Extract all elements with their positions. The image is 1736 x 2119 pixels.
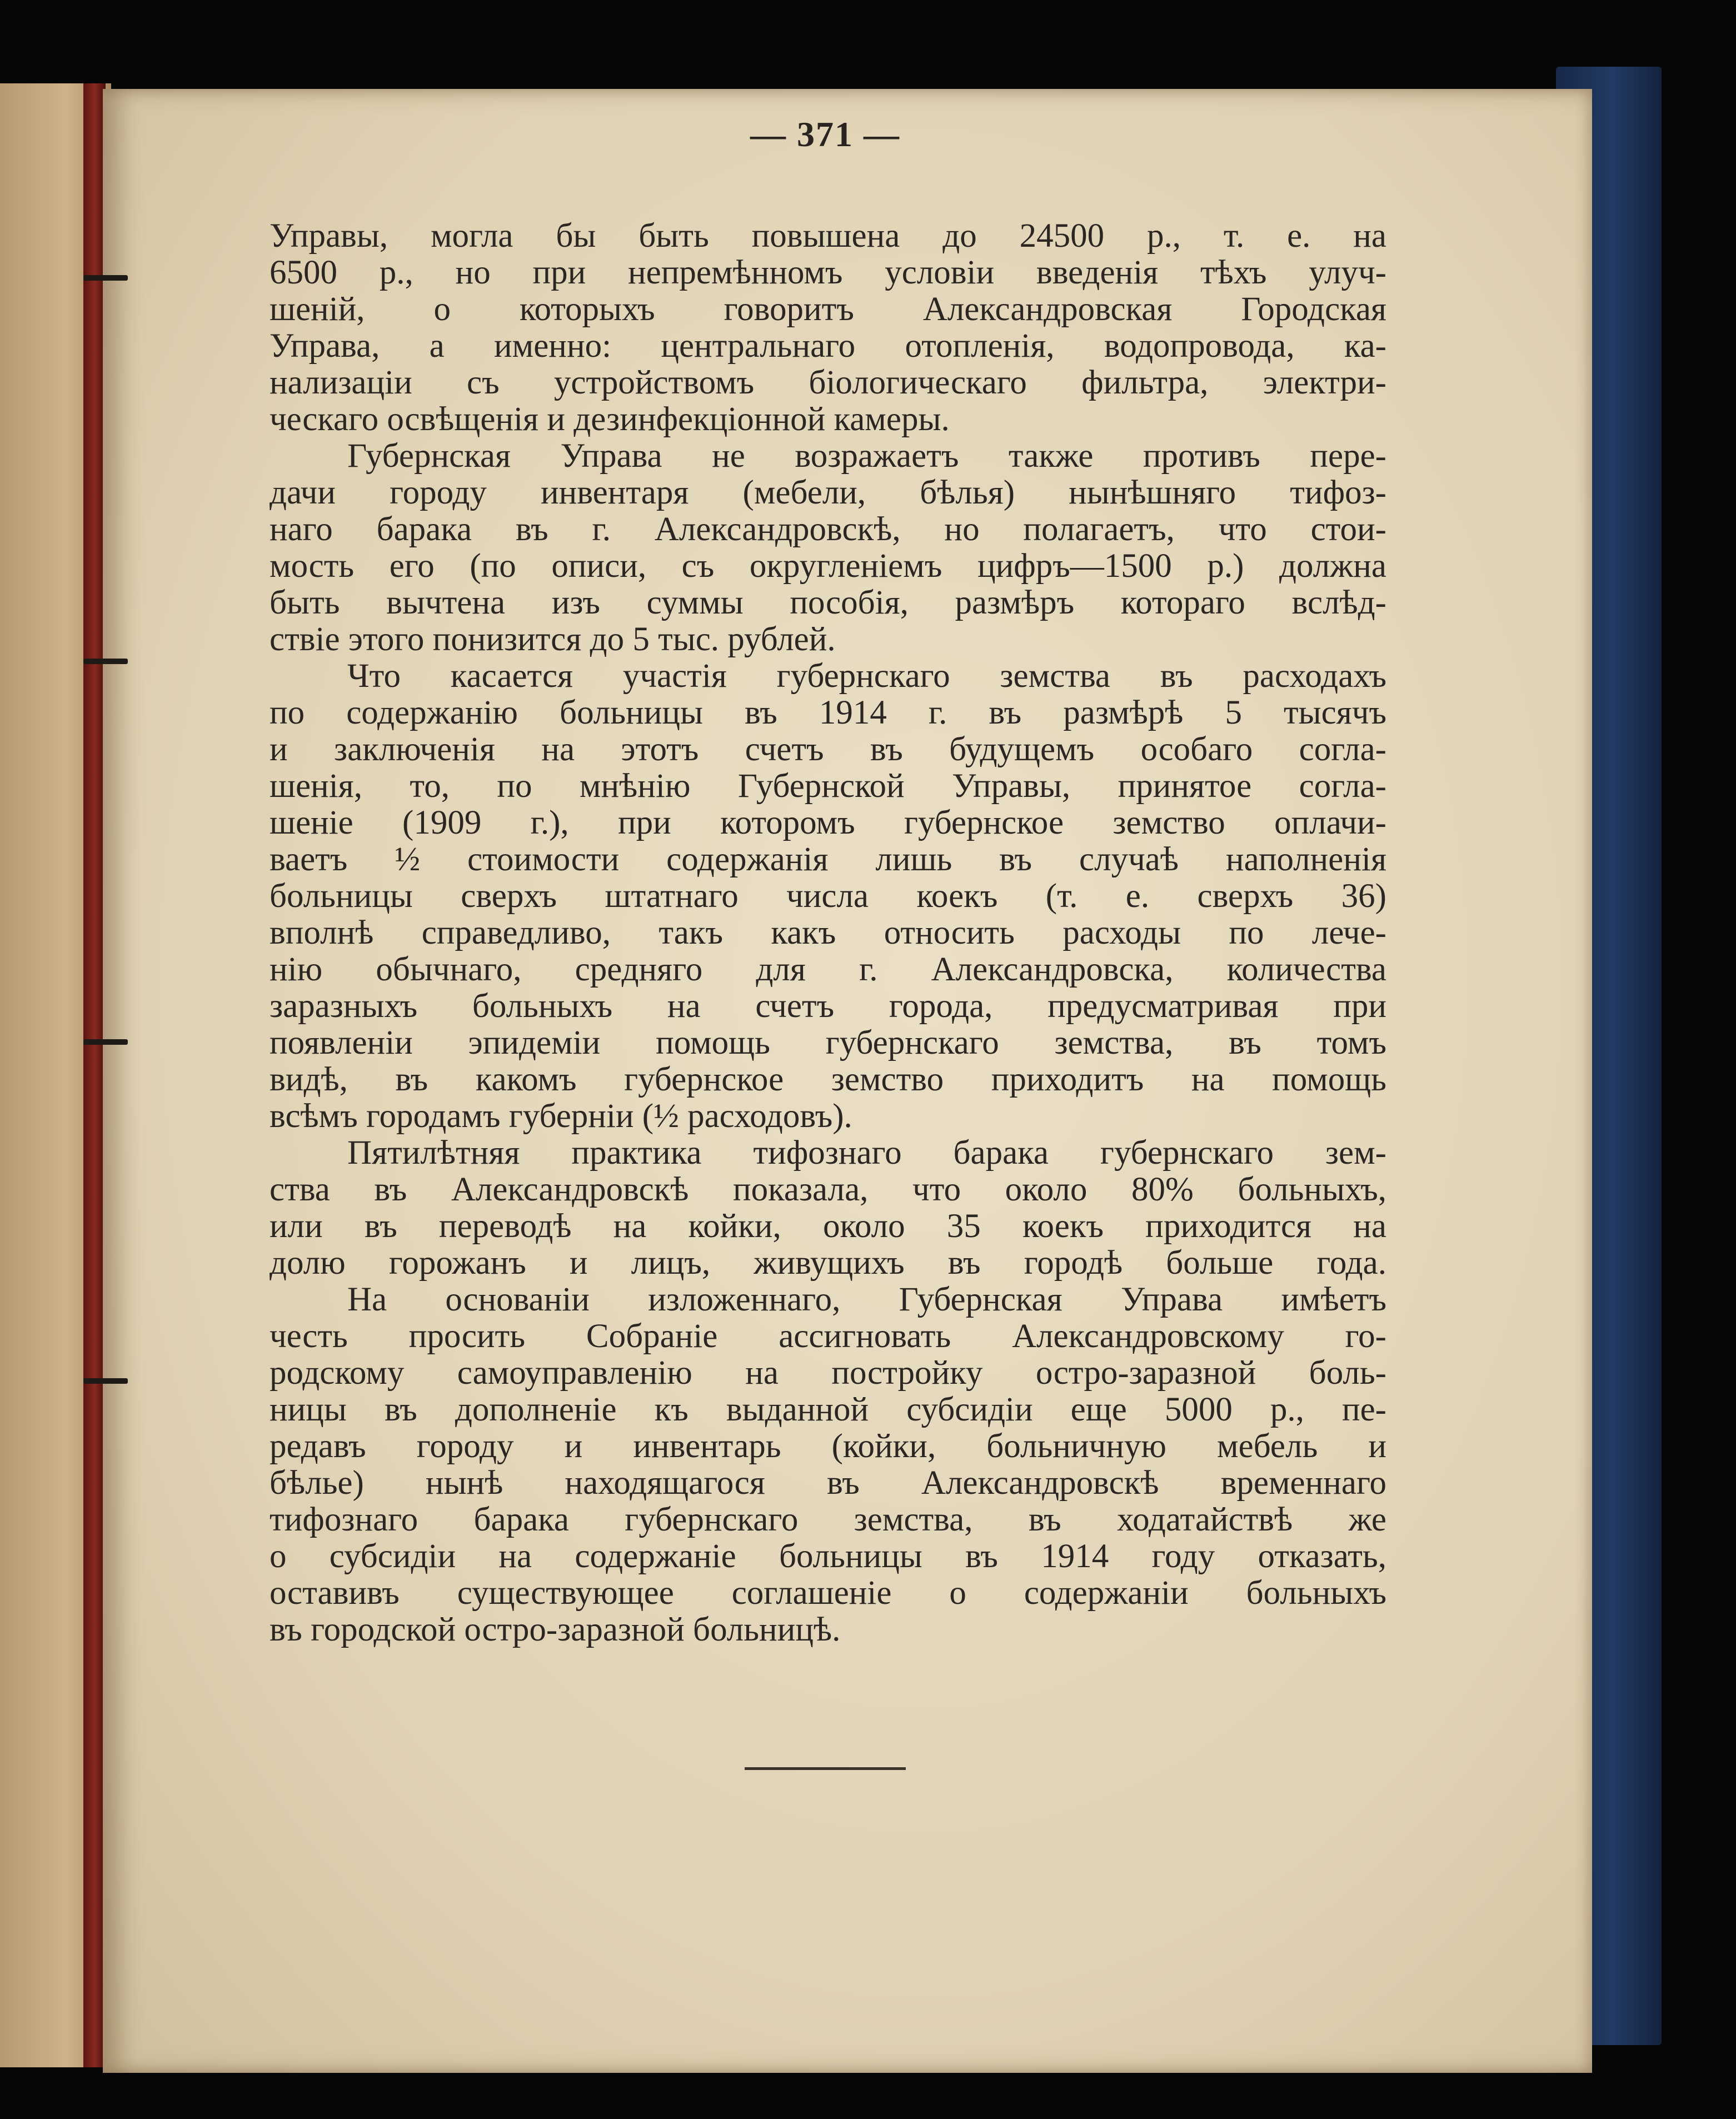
binding-thread — [83, 659, 128, 664]
text-line: о субсидiи на содержанiе больницы въ 1914 году отказать, — [270, 1538, 1386, 1575]
end-divider — [745, 1767, 906, 1770]
book-spine — [83, 83, 106, 2067]
text-line: всѣмъ городамъ губернiи (½ расходовъ). — [270, 1098, 852, 1135]
text-line: долю горожанъ и лицъ, живущихъ въ городѣ больше года. — [270, 1244, 1386, 1282]
binding-thread — [83, 275, 128, 281]
text-line: Управа, а именно: центральнаго отопленiя, водопровода, ка- — [270, 327, 1386, 365]
page-number: — 371 — — [750, 114, 900, 154]
text-line: ницы въ дополненiе къ выданной субсидiи еще 5000 р., пе- — [270, 1391, 1386, 1428]
text-line: ствiе этого понизится до 5 тыс. рублей. — [270, 621, 836, 658]
binding-thread — [83, 1378, 128, 1384]
text-line: больницы сверхъ штатнаго числа коекъ (т. е. сверхъ 36) — [270, 877, 1386, 915]
text-line: Управы, могла бы быть повышена до 24500 р., т. е. на — [270, 217, 1386, 255]
text-line: быть вычтена изъ суммы пособiя, размѣръ котораго вслѣд- — [270, 584, 1386, 621]
text-line: вполнѣ справедливо, такъ какъ относить расходы по лече- — [270, 914, 1386, 951]
text-line: и заключенiя на этотъ счетъ въ будущемъ особаго согла- — [270, 731, 1386, 768]
text-line: наго барака въ г. Александровскѣ, но полагаетъ, что стои- — [270, 511, 1386, 548]
text-line: ваетъ ½ стоимости содержанiя лишь въ случаѣ наполненiя — [270, 841, 1386, 878]
text-line: честь просить Собранiе ассигновать Александровскому го- — [270, 1318, 1386, 1355]
text-line: видѣ, въ какомъ губернское земство приходитъ на помощь — [270, 1061, 1386, 1098]
text-line: бѣлье) нынѣ находящагося въ Александровскѣ временнаго — [270, 1464, 1386, 1502]
text-line: дачи городу инвентаря (мебели, бѣлья) нынѣшняго тифоз- — [270, 474, 1386, 511]
text-line: ства въ Александровскѣ показала, что около 80% больныхъ, — [270, 1171, 1386, 1208]
text-line: появленiи эпидемiи помощь губернскаго земства, въ томъ — [270, 1024, 1386, 1061]
text-line: заразныхъ больныхъ на счетъ города, предусматривая при — [270, 988, 1386, 1025]
text-line: ческаго освѣщенiя и дезинфекцiонной камеры. — [270, 401, 950, 438]
text-line: родскому самоуправленiю на постройку остро-заразной боль- — [270, 1354, 1386, 1392]
text-line: или въ переводѣ на койки, около 35 коекъ приходится на — [270, 1208, 1386, 1245]
text-line: На основанiи изложеннаго, Губернская Управа имѣетъ — [347, 1281, 1386, 1318]
text-line: нализацiи съ устройствомъ бiологическаго фильтра, электри- — [270, 364, 1386, 401]
binding-thread — [83, 1039, 128, 1045]
text-line: по содержанiю больницы въ 1914 г. въ размѣрѣ 5 тысячъ — [270, 694, 1386, 731]
text-line: нiю обычнаго, средняго для г. Александровска, количества — [270, 951, 1386, 988]
text-line: Пятилѣтняя практика тифознаго барака губернскаго зем- — [347, 1134, 1386, 1171]
text-line: шенiй, о которыхъ говоритъ Александровская Городская — [270, 291, 1386, 328]
text-line: въ городской остро-заразной больницѣ. — [270, 1611, 841, 1648]
text-line: Что касается участiя губернскаго земства въ расходахъ — [347, 657, 1386, 695]
text-line: шенiя, то, по мнѣнiю Губернской Управы, принятое согла- — [270, 767, 1386, 805]
text-line: Губернская Управа не возражаетъ также противъ пере- — [347, 437, 1386, 475]
text-line: 6500 р., но при непремѣнномъ условiи введенiя тѣхъ улуч- — [270, 254, 1386, 291]
text-line: редавъ городу и инвентарь (койки, больничную мебель и — [270, 1428, 1386, 1465]
text-line: мость его (по описи, съ округленiемъ цифръ—1500 р.) должна — [270, 547, 1386, 585]
text-line: оставивъ существующее соглашенiе о содержанiи больныхъ — [270, 1574, 1386, 1612]
text-line: тифознаго барака губернскаго земства, въ ходатайствѣ же — [270, 1501, 1386, 1538]
body-text — [270, 218, 1386, 1648]
text-line: шенiе (1909 г.), при которомъ губернское земство оплачи- — [270, 804, 1386, 841]
